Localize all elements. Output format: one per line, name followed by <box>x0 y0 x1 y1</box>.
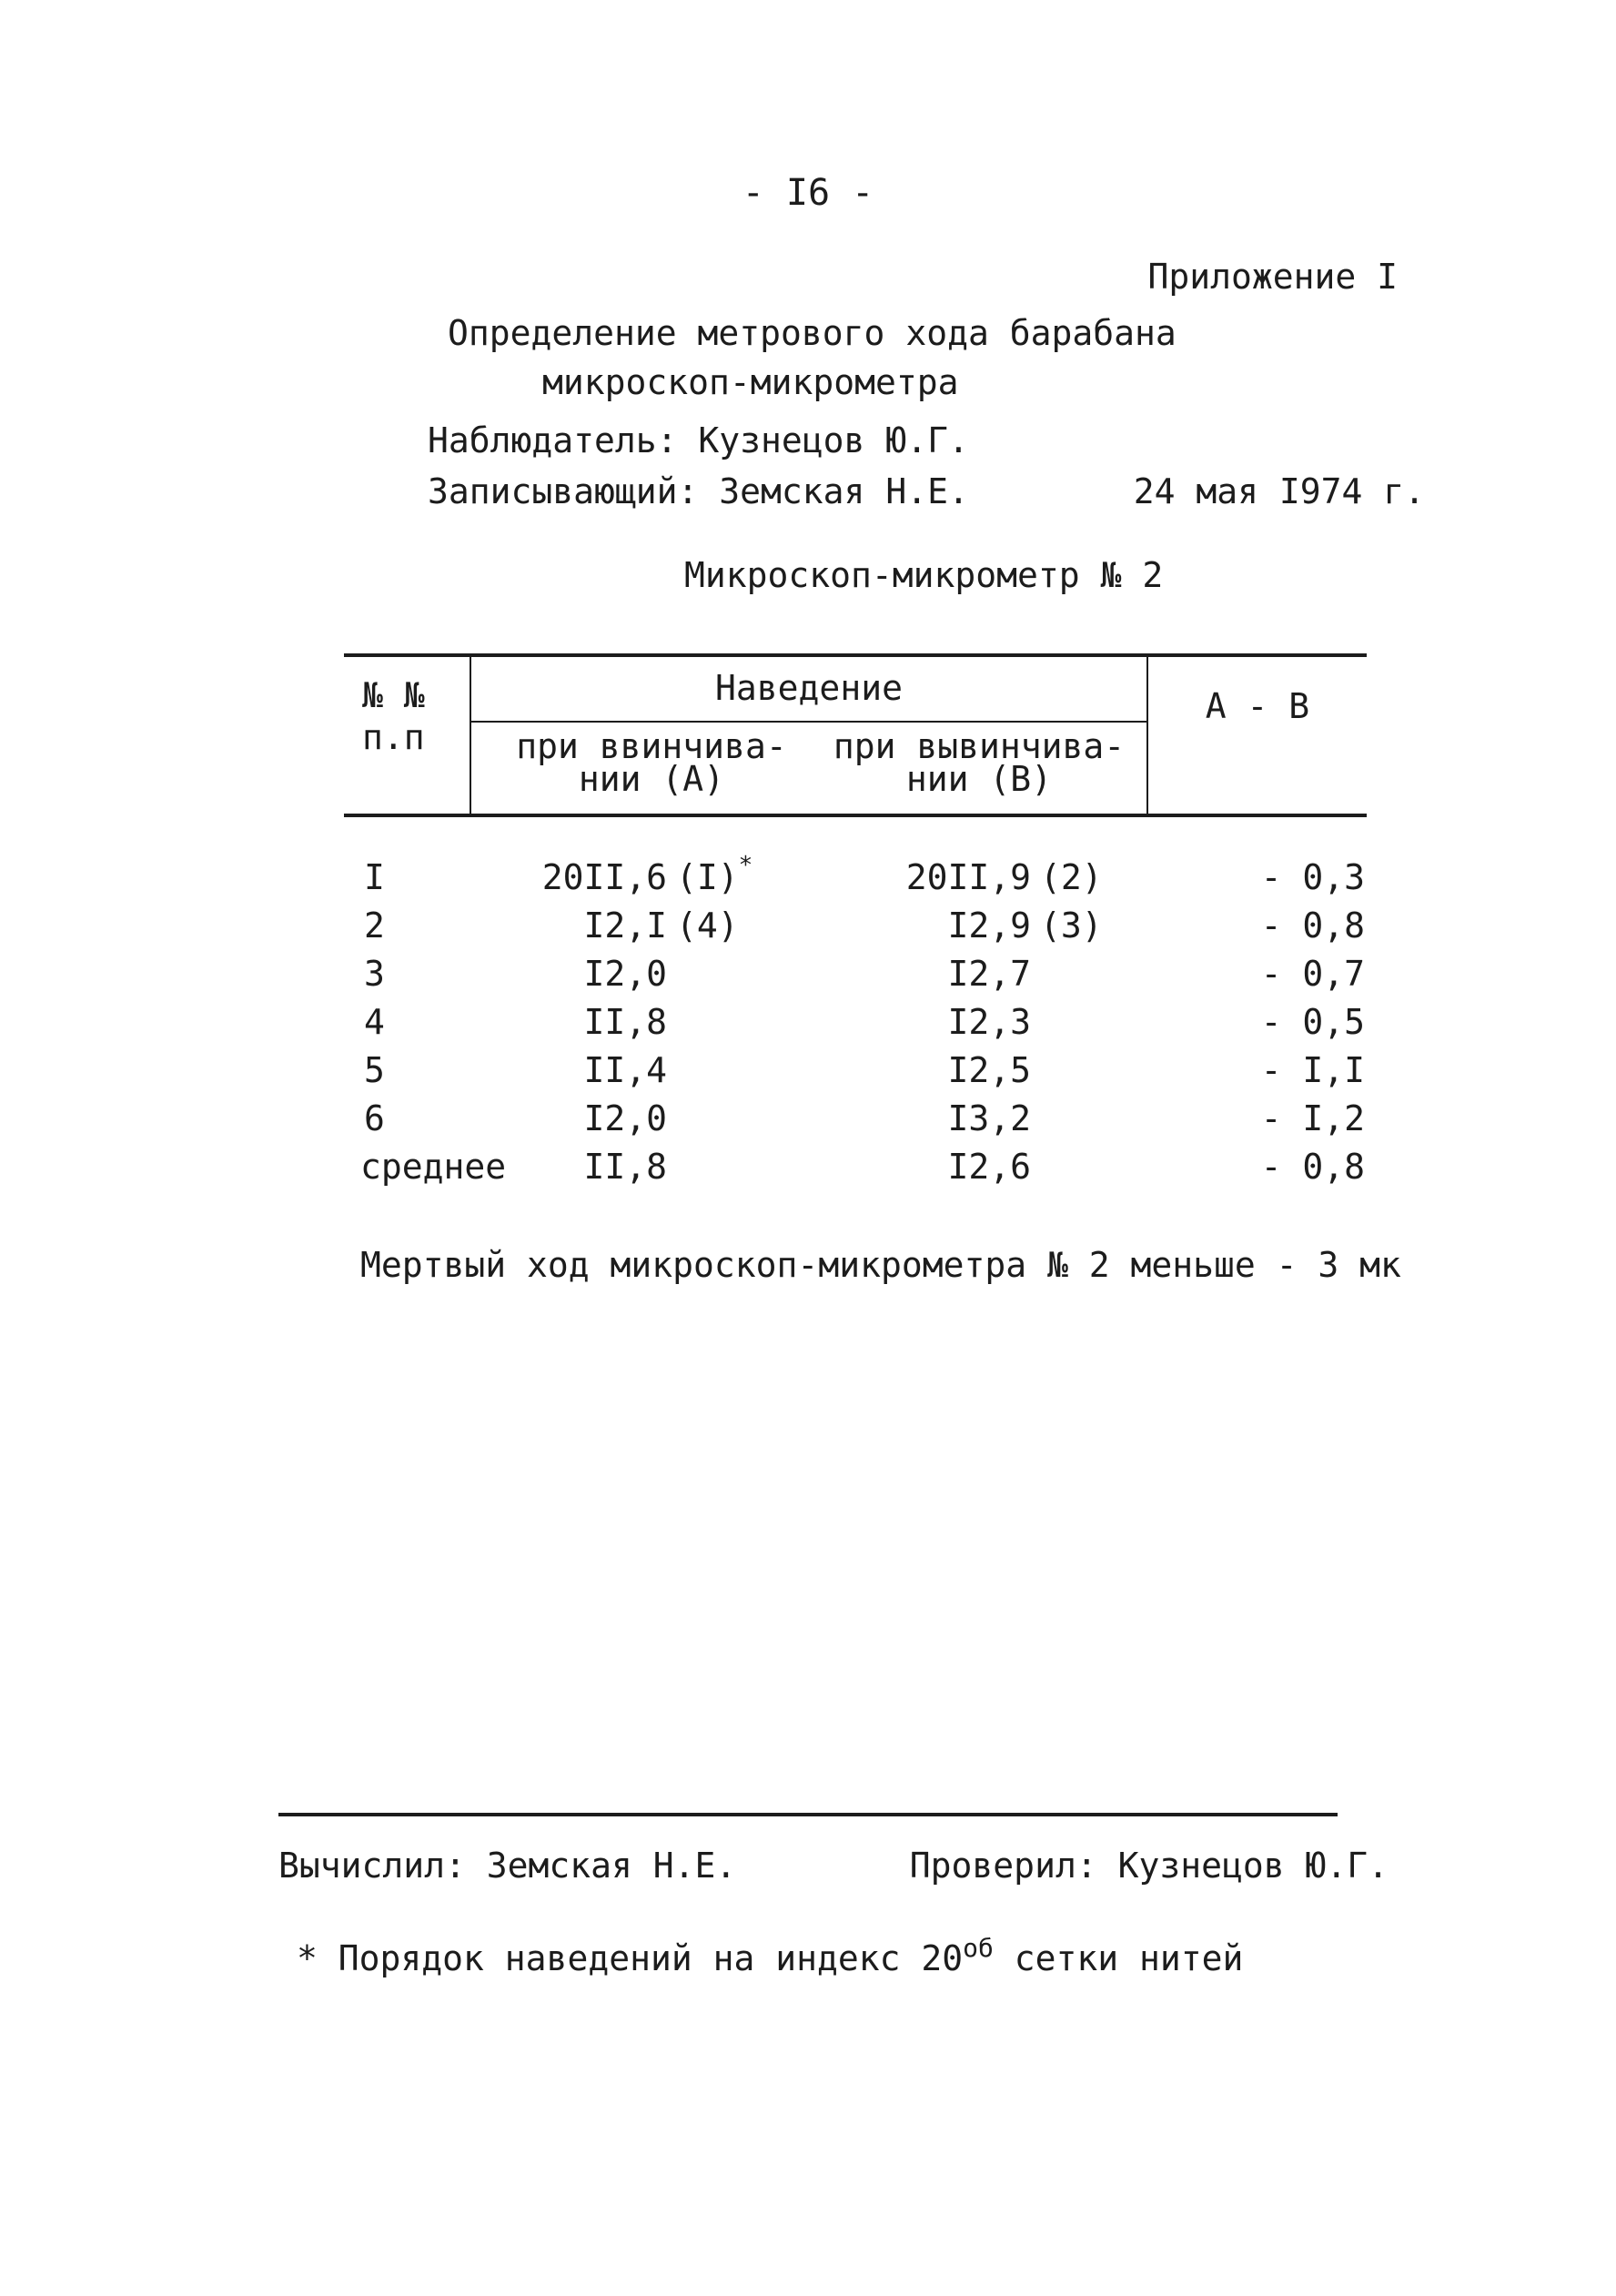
table-header-rule <box>344 814 1367 817</box>
row-number: 2 <box>364 905 385 946</box>
value-a: I2,I <box>583 905 667 946</box>
difference-value: - 0,3 <box>1260 857 1365 897</box>
instrument-title: Микроскоп-микрометр № 2 <box>684 555 1164 595</box>
measurement-table-body <box>344 852 1367 1195</box>
value-a: II,8 <box>583 1002 667 1042</box>
value-b: I2,6 <box>947 1147 1031 1187</box>
value-b: 20II,9 <box>905 857 1031 897</box>
value-b-note: (2) <box>1040 857 1103 897</box>
value-a: II,8 <box>583 1147 667 1187</box>
table-row <box>344 852 1367 905</box>
row-average-label: среднее <box>360 1147 507 1187</box>
document-title-line-2: микроскоп-микрометра <box>542 362 959 402</box>
difference-value: - I,I <box>1260 1050 1365 1090</box>
dead-run-statement: Мертвый ход микроскоп-микрометра № 2 меньше - 3 мк <box>360 1245 1401 1285</box>
difference-value: - 0,8 <box>1260 905 1365 946</box>
header-column-b <box>824 726 1134 800</box>
header-pointing: Наведение <box>715 668 903 708</box>
page-number: - I6 - <box>742 172 874 214</box>
computed-by: Вычислил: Земская Н.Е. <box>278 1846 737 1886</box>
asterisk-mark: * <box>738 852 753 879</box>
table-divider-right <box>1146 657 1148 814</box>
difference-value: - 0,7 <box>1260 954 1365 994</box>
difference-value: - I,2 <box>1260 1098 1365 1138</box>
row-number: 3 <box>364 954 385 994</box>
document-title-line-1: Определение метрового хода барабана <box>448 313 1177 353</box>
table-row <box>344 1098 1367 1147</box>
row-number: 5 <box>364 1050 385 1090</box>
row-number: 4 <box>364 1002 385 1042</box>
value-a: II,4 <box>583 1050 667 1090</box>
table-row <box>344 905 1367 954</box>
observer-line: Наблюдатель: Кузнецов Ю.Г. <box>428 420 969 460</box>
table-row <box>344 1050 1367 1098</box>
appendix-label: Приложение I <box>1147 257 1398 297</box>
value-a-note-text: (I) <box>676 857 739 897</box>
signature-rule <box>278 1813 1338 1816</box>
header-number-line-1: № № <box>362 675 425 715</box>
table-row <box>344 1002 1367 1050</box>
recorder-line: Записывающий: Земская Н.Е. <box>428 471 969 511</box>
footnote-text: Порядок наведений на индекс 20 <box>338 1938 964 1978</box>
table-top-rule <box>344 653 1367 657</box>
header-column-b-line-2: нии (В) <box>905 759 1053 800</box>
footnote-superscript: об <box>963 1933 994 1963</box>
header-column-a-line-2: нии (А) <box>578 759 725 800</box>
date-line: 24 мая I974 г. <box>1133 471 1425 511</box>
value-b-note: (3) <box>1040 905 1103 946</box>
value-a-note <box>676 852 753 899</box>
table-subheader-rule <box>471 721 1146 723</box>
difference-value: - 0,5 <box>1260 1002 1365 1042</box>
table-row <box>344 954 1367 1002</box>
footnote-asterisk: * <box>297 1938 318 1978</box>
row-number: 6 <box>364 1098 385 1138</box>
checked-by: Проверил: Кузнецов Ю.Г. <box>909 1846 1389 1886</box>
value-a-note: (4) <box>676 905 739 946</box>
value-a: 20II,6 <box>541 857 667 897</box>
value-b: I2,7 <box>947 954 1031 994</box>
header-difference: А - В <box>1205 686 1310 726</box>
header-column-a-line-1: при ввинчива- <box>516 726 787 766</box>
value-b: I2,9 <box>947 905 1031 946</box>
difference-value: - 0,8 <box>1260 1147 1365 1187</box>
value-a: I2,0 <box>583 954 667 994</box>
header-column-a <box>497 726 806 800</box>
row-number: I <box>364 857 385 897</box>
header-number-column <box>362 675 453 758</box>
value-b: I3,2 <box>947 1098 1031 1138</box>
table-row-average <box>344 1147 1367 1195</box>
value-a: I2,0 <box>583 1098 667 1138</box>
footnote-text-end: сетки нитей <box>993 1938 1244 1978</box>
header-column-b-line-1: при вывинчива- <box>833 726 1126 766</box>
footnote <box>297 1933 1244 1980</box>
value-b: I2,3 <box>947 1002 1031 1042</box>
header-number-line-2: п.п <box>362 716 425 757</box>
value-b: I2,5 <box>947 1050 1031 1090</box>
